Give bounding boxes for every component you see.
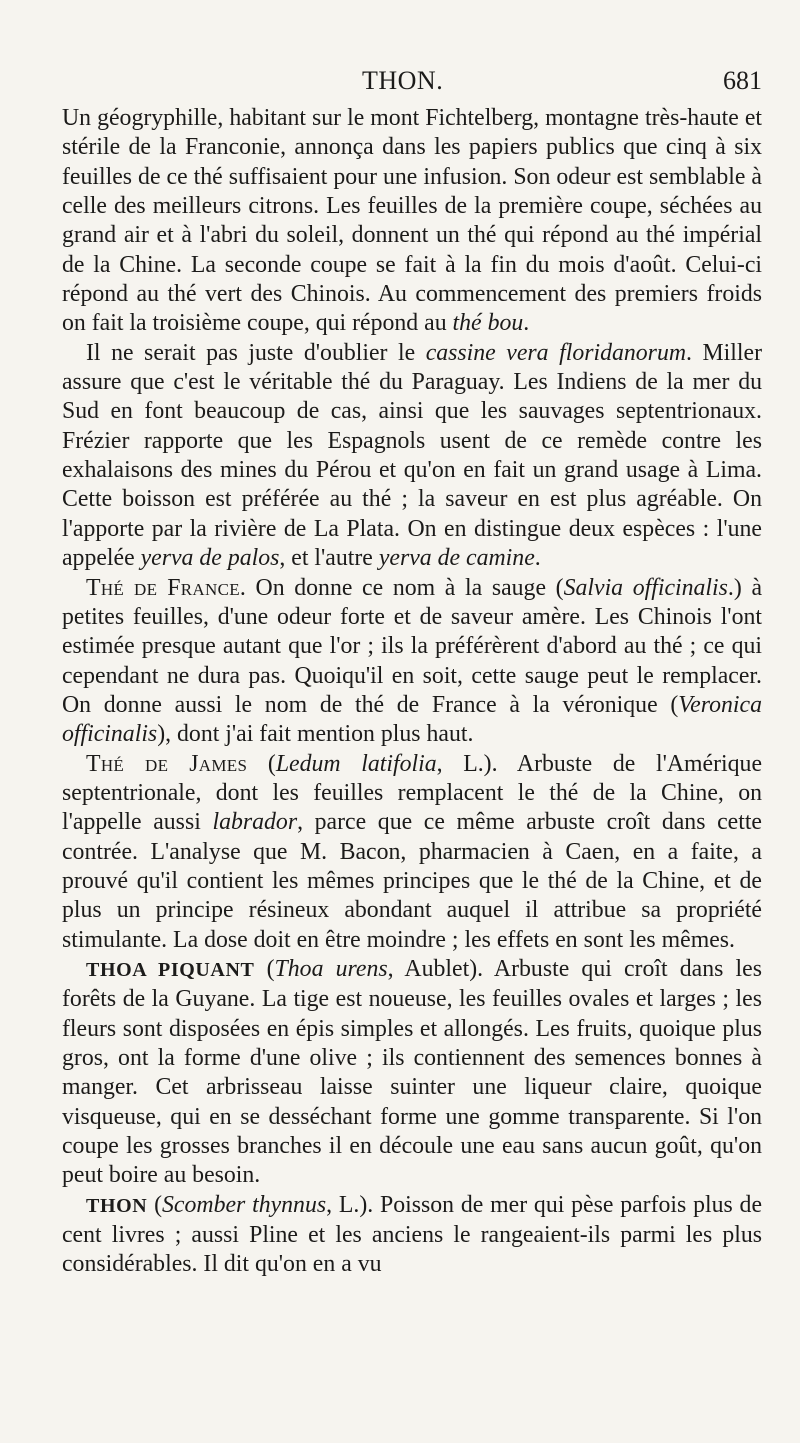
entry-heading: Thé de James	[86, 750, 248, 777]
paragraph	[62, 104, 762, 339]
italic-text: Salvia officinalis	[563, 574, 728, 601]
text-run: (	[247, 750, 276, 777]
italic-text: thé bou	[452, 310, 524, 337]
running-title: THON.	[362, 66, 444, 95]
text-run: ), dont j'ai fait mention plus haut.	[157, 721, 474, 748]
page-header	[62, 60, 762, 100]
text-run: (	[254, 955, 275, 982]
italic-text: Scomber thynnus	[162, 1191, 327, 1218]
body-text	[62, 104, 762, 1280]
text-run: Il ne serait pas juste d'oublier le	[86, 339, 426, 366]
italic-text: Thoa urens	[274, 955, 388, 982]
text-run: .	[534, 545, 541, 572]
italic-text: yerva de camine	[378, 545, 535, 572]
italic-text: cassine vera floridanorum	[425, 339, 687, 366]
text-run: , et l'autre	[279, 545, 379, 572]
paragraph	[62, 1191, 762, 1280]
paragraph	[62, 574, 762, 750]
text-run: , L.). Poisson de mer qui pèse parfois plus de cent livres ; aussi Pline et les anciens le rangeaient-ils parmi les plus considérables. Il dit qu'on en a vu	[62, 1191, 763, 1278]
paragraph	[62, 955, 762, 1191]
entry-heading: Thé de France	[86, 574, 240, 601]
paragraph	[62, 339, 762, 574]
text-run: Un géogryphille, habitant sur le mont Fichtelberg, montagne très-haute et stérile de la Franconie, annonça dans les papiers publics que cinq à six feuilles de ce thé suffisaient pour une infusion. Son odeur est semblable à celle des meilleurs citrons. Les feuilles de la première coupe, séchées au grand air et à l'abri du soleil, donnent un thé qui répond au thé impérial de la Chine. La seconde coupe se fait à la fin du mois d'août. Celui-ci répond au thé vert des Chinois. Au commencement des premiers froids on fait la troisième coupe, qui répond au	[62, 105, 762, 337]
paragraph	[62, 750, 762, 955]
italic-text: Ledum latifolia	[275, 750, 437, 777]
text-run: . Miller assure que c'est le véritable thé du Paraguay. Les Indiens de la mer du Sud en font beaucoup de cas, ainsi que les sauvages septentrionaux. Frézier rapporte que les Espagnols usent de ce remède contre les exhalaisons des mines du Pérou et qu'on en fait un grand usage à Lima. Cette boisson est préférée au thé ; la saveur en est plus agréable. On l'apporte par la rivière de La Plata. On en distingue deux espèces : l'une appelée	[62, 339, 762, 572]
italic-text: yerva de palos	[140, 545, 280, 572]
text-run: .) à petites feuilles, d'une odeur forte et de saveur amère. Les Chinois l'ont estimée presque autant que l'or ; ils la préférèrent d'abord au thé ; ce qui cependant ne dura pas. Quoiqu'il en soit, cette sauge peut le remplacer. On donne aussi le nom de thé de France à la véronique (	[62, 574, 763, 718]
entry-heading: THOA PIQUANT	[86, 958, 255, 981]
entry-heading: THON	[86, 1194, 148, 1217]
page-number: 681	[723, 66, 762, 95]
text-run: . On donne ce nom à la sauge (	[239, 574, 564, 601]
text-run: , L.). Arbuste de l'Amérique septentrionale, dont les feuilles remplacent le thé de la Chine, on l'appelle aussi	[62, 750, 763, 836]
italic-text: Veronica officinalis	[62, 691, 762, 748]
italic-text: labrador	[212, 809, 298, 836]
text-run: , parce que ce même arbuste croît dans cette contrée. L'analyse que M. Bacon, pharmacien à Caen, en a faite, a prouvé qu'il contient les mêmes principes que le thé de la Chine, et de plus un principe résineux abondant auquel il attribue sa propriété stimulante. La dose doit en être moindre ; les effets en sont les mêmes.	[62, 809, 762, 953]
text-run: .	[523, 310, 530, 337]
text-run: , Aublet). Arbuste qui croît dans les forêts de la Guyane. La tige est noueuse, les feuilles ovales et larges ; les fleurs sont disposées en épis simples et allongés. Les fruits, quoique plus gros, ont la forme d'une olive ; ils contiennent des semences bonnes à manger. Cet arbrisseau laisse suinter une liqueur claire, quoique visqueuse, qui en se desséchant forme une gomme transparente. Si l'on coupe les grosses branches il en découle une eau sans aucun goût, qu'on peut boire au besoin.	[62, 955, 762, 1189]
text-run: (	[147, 1191, 163, 1218]
